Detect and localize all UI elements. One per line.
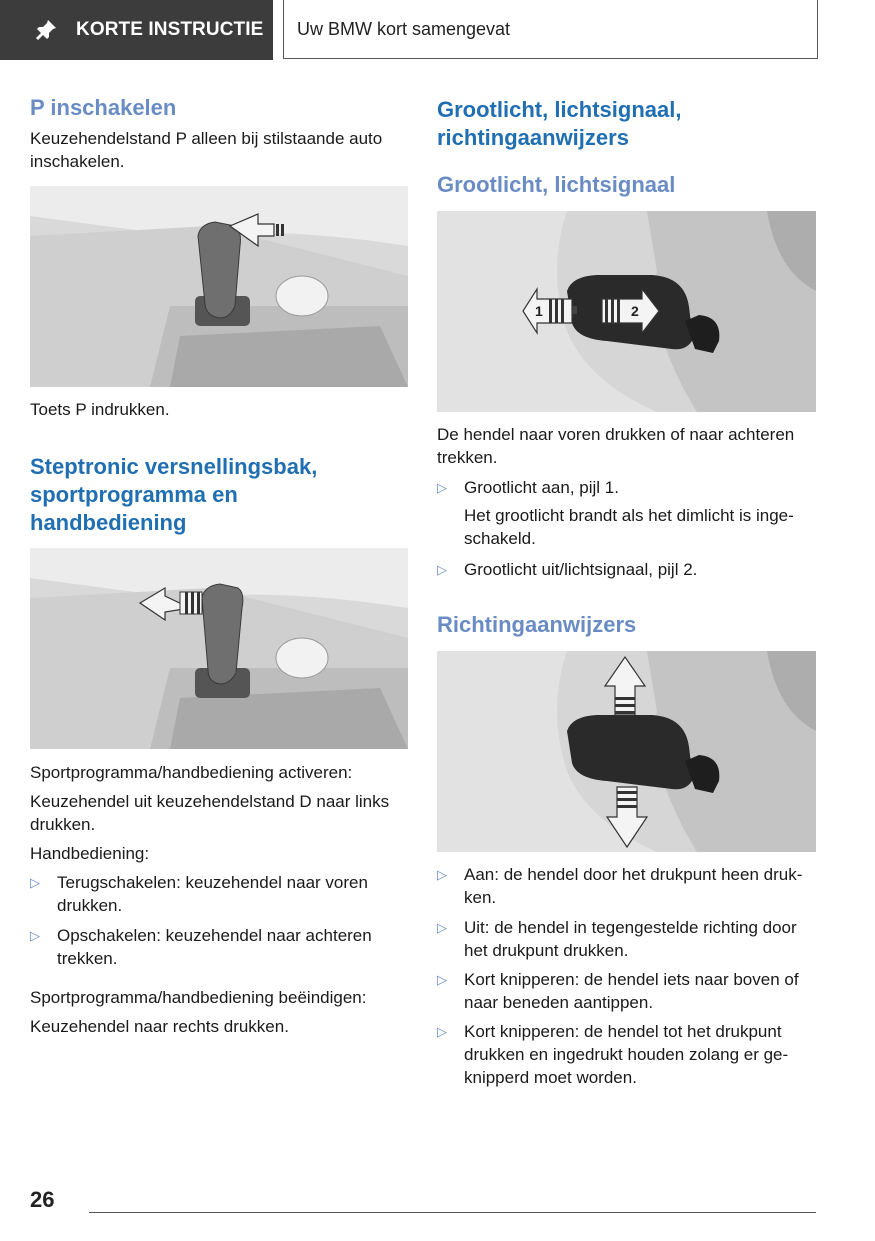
indicator-lever-figure	[437, 651, 816, 852]
bullet-triangle-icon: ▷	[437, 480, 447, 495]
p-text: Keuzehendelstand P alleen bij stilstaande auto inschakelen.	[30, 129, 383, 171]
gear-selector-p-figure	[30, 186, 408, 387]
steptronic-heading	[30, 453, 408, 537]
list-item: ▷ Opschakelen: keuzehendel naar achteren trekken.	[30, 926, 372, 968]
lever-text: De hendel naar voren drukken of naar achteren trekken.	[437, 425, 795, 467]
steptronic-heading-line3: handbediening	[30, 510, 187, 535]
bullet-triangle-icon: ▷	[437, 1024, 447, 1039]
gear-selector-sport-figure	[30, 548, 408, 749]
high-beam-subheading: Grootlicht, lichtsignaal	[437, 172, 676, 197]
section-label: KORTE INSTRUCTIE	[76, 19, 264, 40]
footer-divider	[89, 1212, 816, 1213]
page-number: 26	[30, 1187, 55, 1212]
manual-label: Handbediening:	[30, 844, 150, 863]
sport-push-text: Keuzehendel uit keuzehendelstand D naar links drukken.	[30, 792, 390, 834]
list-item: ▷ Grootlicht aan, pijl 1.	[437, 478, 619, 497]
bullet-triangle-icon: ▷	[30, 875, 40, 890]
lighting-heading-line2: richtingaanwijzers	[437, 125, 629, 150]
bullet-triangle-icon: ▷	[437, 972, 447, 987]
list-item: ▷ Terugschakelen: keuzehendel naar voren drukken.	[30, 873, 368, 915]
high-beam-lever-figure	[437, 211, 816, 412]
section-tab	[0, 0, 273, 60]
bullet-triangle-icon: ▷	[437, 562, 447, 577]
chapter-header	[283, 0, 818, 59]
p-heading: P inschakelen	[30, 95, 177, 120]
sport-activate-text: Sportprogramma/handbediening activeren:	[30, 763, 353, 782]
list-item: ▷ Grootlicht uit/lichtsignaal, pijl 2.	[437, 560, 698, 579]
p-caption: Toets P indrukken.	[30, 400, 170, 419]
bullet-triangle-icon: ▷	[437, 867, 447, 882]
sport-end-text: Sportprogramma/handbediening beëindigen:	[30, 988, 367, 1007]
chapter-subtitle: Uw BMW kort samengevat	[297, 18, 511, 39]
pushpin-icon	[34, 18, 58, 42]
bullet-triangle-icon: ▷	[437, 920, 447, 935]
list-item: ▷ Aan: de hendel door het drukpunt heen druk-ken.	[437, 865, 803, 907]
list-item: ▷ Kort knipperen: de hendel iets naar boven of naar beneden aantippen.	[437, 970, 799, 1012]
high-beam-note: Het grootlicht brandt als het dimlicht is inge-schakeld.	[464, 506, 794, 548]
list-item: ▷ Kort knipperen: de hendel tot het drukpunt drukken en ingedrukt houden zolang er ge-knipperd moet worden.	[437, 1022, 789, 1087]
arrow-2-label: 2	[631, 303, 639, 319]
indicator-heading: Richtingaanwijzers	[437, 612, 637, 637]
steptronic-heading-line1: Steptronic versnellingsbak,	[30, 454, 318, 479]
arrow-1-label: 1	[535, 303, 543, 319]
steptronic-heading-line2: sportprogramma en	[30, 482, 238, 507]
lighting-heading	[437, 96, 817, 152]
sport-end-instruction: Keuzehendel naar rechts drukken.	[30, 1017, 289, 1036]
lighting-heading-line1: Grootlicht, lichtsignaal,	[437, 97, 682, 122]
list-item: ▷ Uit: de hendel in tegengestelde richting door het drukpunt drukken.	[437, 918, 797, 960]
bullet-triangle-icon: ▷	[30, 928, 40, 943]
